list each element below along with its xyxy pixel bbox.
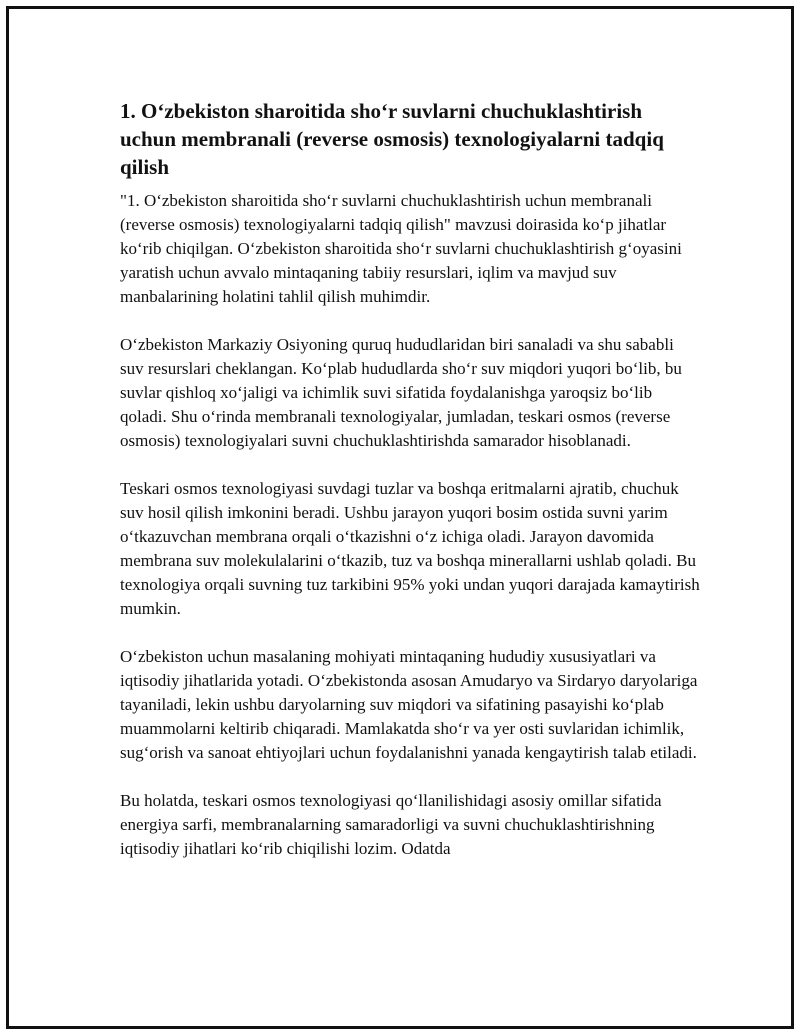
document-heading: 1. O‘zbekiston sharoitida sho‘r suvlarni chuchuklashtirish uchun membranali (reverse osmosis) texnologiyalarni tadqiq qilish — [120, 99, 664, 179]
paragraph-4: O‘zbekiston uchun masalaning mohiyati mintaqaning hududiy xususiyatlari va iqtisodiy jihatlarida yotadi. O‘zbekistonda asosan Amudaryo va Sirdaryo daryolariga tayaniladi, lekin ushbu daryolarning suv miqdori va sifatining pasayishi ko‘plab muammolarni keltirib chiqaradi. Mamlakatda sho‘r va yer osti suvlaridan ichimlik, sug‘orish va sanoat ehtiyojlari uchun foydalanishni yanada kengaytirish talab etiladi. — [120, 647, 698, 762]
paragraph-2: O‘zbekiston Markaziy Osiyoning quruq hududlaridan biri sanaladi va shu sababli suv resurslari cheklangan. Ko‘plab hududlarda sho‘r suv miqdori yuqori bo‘lib, bu suvlar qishloq xo‘jaligi va ichimlik suvi sifatida foydalanishga yaroqsiz bo‘lib qoladi. Shu o‘rinda membranali texnologiyalar, jumladan, teskari osmos (reverse osmosis) texnologiyalari suvni chuchuklashtirishda samarador hisoblanadi. — [120, 335, 682, 450]
paragraph-5: Bu holatda, teskari osmos texnologiyasi qo‘llanilishidagi asosiy omillar sifatida energiya sarfi, membranalarning samaradorligi va suvni chuchuklashtirishning iqtisodiy jihatlari ko‘rib chiqilishi lozim. Odatda — [120, 791, 662, 858]
document-body — [120, 97, 700, 885]
document-page — [6, 6, 794, 1029]
paragraph-3: Teskari osmos texnologiyasi suvdagi tuzlar va boshqa eritmalarni ajratib, chuchuk suv hosil qilish imkonini beradi. Ushbu jarayon yuqori bosim ostida suvni yarim o‘tkazuvchan membrana orqali o‘tkazishni o‘z ichiga oladi. Jarayon davomida membrana suv molekulalarini o‘tkazib, tuz va boshqa minerallarni ushlab qoladi. Bu texnologiya orqali suvning tuz tarkibini 95% yoki undan yuqori darajada kamaytirish mumkin. — [120, 479, 700, 618]
paragraph-1: "1. O‘zbekiston sharoitida sho‘r suvlarni chuchuklashtirish uchun membranali (reverse osmosis) texnologiyalarni tadqiq qilish" mavzusi doirasida ko‘p jihatlar ko‘rib chiqilgan. O‘zbekiston sharoitida sho‘r suvlarni chuchuklashtirish g‘oyasini yaratish uchun avvalo mintaqaning tabiiy resurslari, iqlim va mavjud suv manbalarining holatini tahlil qilish muhimdir. — [120, 191, 682, 306]
